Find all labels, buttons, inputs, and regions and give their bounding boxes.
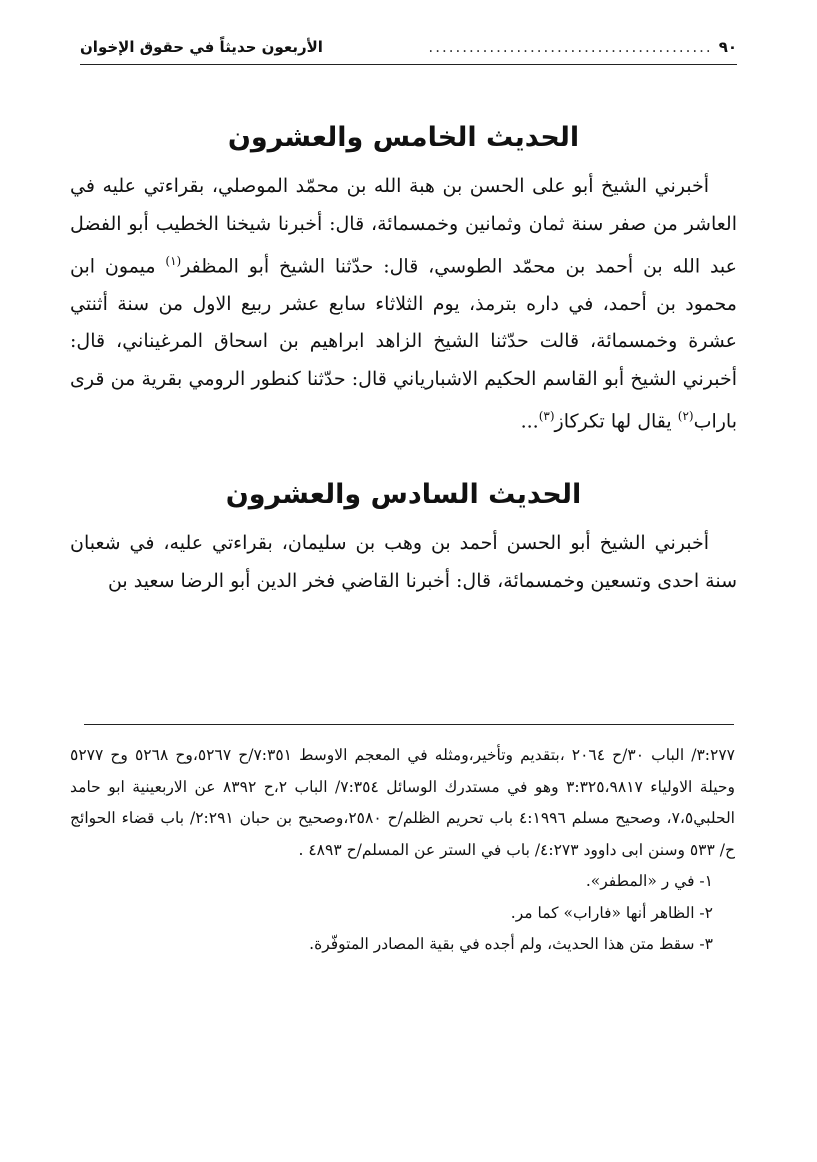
hadith-25-paragraph — [70, 168, 737, 441]
hadith-25-text-3: يقال لها تكركاز — [554, 410, 678, 433]
main-text — [70, 118, 737, 600]
hadith-25-section — [70, 118, 737, 441]
hadith-25-text-1: أخبرني الشيخ أبو على الحسن بن هبة الله بن محمّد الموصلي، بقراءتي عليه في العاشر من صفر سنة ثمان وثمانين وخمسمائة، قال: أخبرنا شيخنا الخطيب أبو الفضل عبد الله بن أحمد بن محمّد الطوسي، قال: حدّثنا الشيخ أبو المظفر — [70, 175, 737, 278]
footnote-ref-3: (٣) — [538, 409, 555, 424]
footnote-ref-1: (١) — [165, 254, 182, 268]
footnote-continuation: ٣:٢٧٧/ الباب ٣٠/ح ٢٠٦٤ ،بتقديم وتأخير،ومثله في المعجم الاوسط ٧:٣٥١/ح ٥٢٦٧،وح ٥٢٦٨ وح ٥٢٧٧ وحيلة الاولياء ٣:٣٢٥،٩٨١٧ وهو في مستدرك الوسائل ٧:٣٥٤/ الباب ٢،ح ٨٣٩٢ عن الاربعينية ابو حامد الحلبي٧،٥، وصحيح مسلم ٤:١٩٩٦ باب تحريم الظلم/ح ٢٥٨٠،وصحيح بن حبان ٢:٢٩١/ باب قضاء الحوائج ح/ ٥٣٣ وسنن ابى داوود ٤:٢٧٣/ باب في الستر عن المسلم/ح ٤٨٩٣ . — [70, 746, 735, 859]
footnote-1: ١- في ر «المطفر». — [585, 872, 713, 890]
hadith-26-title: الحديث السادس والعشرون — [225, 479, 582, 511]
footnote-ref-2: (٢) — [677, 409, 694, 424]
hadith-26-paragraph: أخبرني الشيخ أبو الحسن أحمد بن وهب بن سليمان، بقراءتي عليه، في شعبان سنة احدى وتسعين وخمسمائة، قال: أخبرنا القاضي فخر الدين أبو الرضا سعيد بن — [70, 532, 737, 592]
book-title: الأربعون حديثاً في حقوق الإخوان — [80, 38, 323, 56]
page-number: ٩٠ — [718, 38, 737, 56]
footnote-3: ٣- سقط متن هذا الحديث، ولم أجده في بقية المصادر المتوفّرة. — [309, 935, 713, 953]
hadith-25-text-4: ... — [520, 410, 539, 433]
footnote-separator — [84, 724, 734, 725]
footnotes — [70, 740, 735, 961]
hadith-25-title: الحديث الخامس والعشرون — [227, 122, 580, 153]
hadith-25-text-2: ميمون ابن محمود بن أحمد، في داره بترمذ، يوم الثلاثاء سابع عشر ربيع الاول من سنة أثنتي عشرة وخمسمائة، قالت حدّثنا الشيخ الزاهد ابراهيم بن اسحاق المرغيناني، قال: أخبرني الشيخ أبو القاسم الحكيم الاشبارياني قال: حدّثنا كنطور الرومي بقرية من قرى باراب — [70, 255, 737, 433]
leader-dots: .......................................... — [428, 38, 713, 56]
hadith-26-section — [70, 475, 737, 600]
running-head — [80, 30, 737, 65]
footnote-2: ٢- الظاهر أنها «فاراب» كما مر. — [510, 903, 713, 922]
